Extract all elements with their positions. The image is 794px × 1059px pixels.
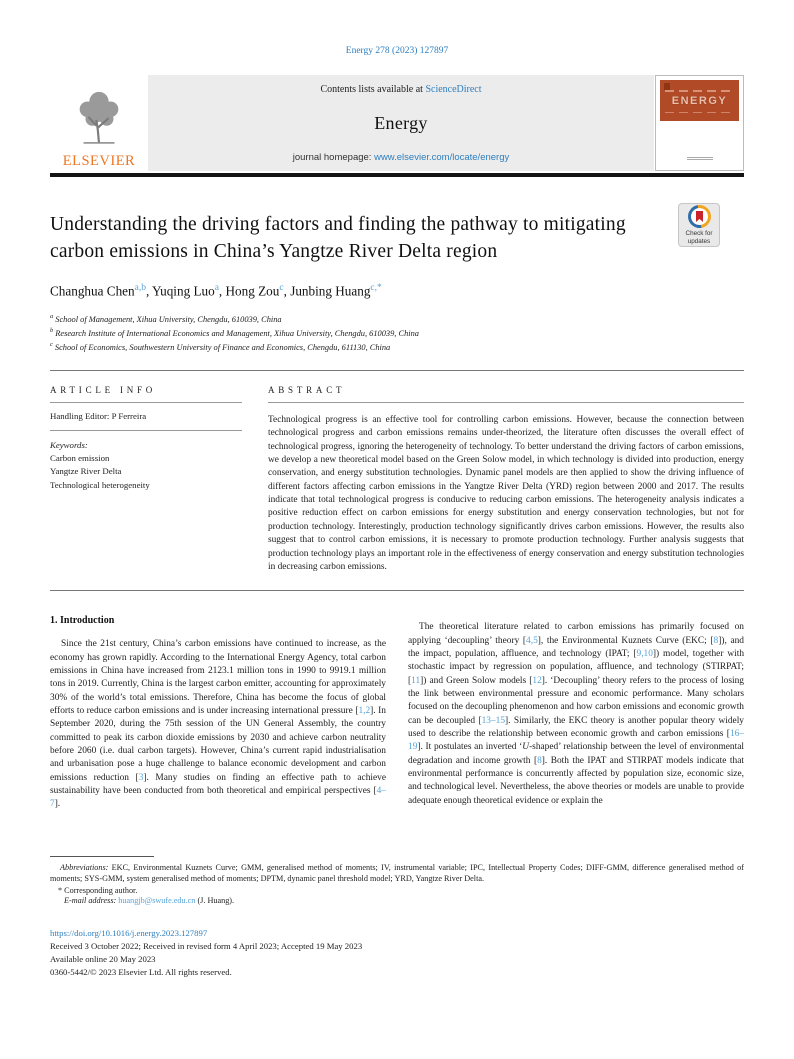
citation-ref[interactable]: 4–7 <box>50 786 386 810</box>
intro-heading: 1. Introduction <box>50 615 115 627</box>
citation-ref[interactable]: c <box>279 282 284 293</box>
keyword: Yangtze River Delta <box>50 466 122 477</box>
cover-emblem-icon <box>664 83 670 90</box>
journal-cover-thumbnail[interactable] <box>655 75 744 171</box>
journal-name: Energy <box>374 113 428 133</box>
citation-ref[interactable]: 16–19 <box>408 729 744 753</box>
body-column-right <box>408 615 744 811</box>
affiliation: $^b$ Research Institute of International Economics and Management, Xihua University, Chengdu, 610039, China <box>50 326 419 338</box>
article-info-column <box>50 385 242 574</box>
abstract-column <box>268 385 744 574</box>
citation-ref[interactable]: 11 <box>411 675 421 686</box>
citation-ref[interactable]: 4,5 <box>526 635 538 646</box>
citation-ref[interactable]: 3 <box>138 772 144 783</box>
abstract-bottom-divider <box>50 590 744 591</box>
page-title: Understanding the driving factors and finding the pathway to mitigating carbon emissions in China’s Yangtze River Delta region <box>50 214 626 263</box>
publication-details <box>50 927 744 979</box>
citation-ref[interactable]: 8 <box>713 635 719 646</box>
handling-editor: Handling Editor: P Ferreira <box>50 403 242 431</box>
citation-ref[interactable]: c,* <box>370 282 382 293</box>
bookmark-icon <box>696 211 703 222</box>
elsevier-tree-icon <box>70 87 128 152</box>
citation-ref[interactable]: 13–15 <box>481 715 506 726</box>
journal-homepage-link[interactable]: www.elsevier.com/locate/energy <box>374 152 510 163</box>
intro-paragraph: Since the 21st century, China’s carbon emissions have continued to increase, as the economy has grown rapidly. According to the International Energy Agency, total carbon emissions in China have increased from 2123.1 million tons in 1990 to 9919.1 million tons in 2019. Currently, China is the largest carbon emitter, accounting for approximately 30% of the world’s total emissions. Therefore, China has become the focus of global efforts to reduce carbon emissions and is under increasing international pressure [1,2]. In September 2020, during the 75th session of the UN General Assembly, the country committed to peak its carbon dioxide emissions by 2030 and achieve carbon neutrality before 2060 (i.e. dual carbon targets). However, China’s current rapid industrialisation and urbanisation pose a huge challenge to balance economic development and carbon emissions reduction [3]. Many studies on finding an effective path to achieve sustainability have been conducted from both theoretical and empirical perspectives [4–7]. <box>50 639 386 810</box>
keyword: Carbon emission <box>50 453 110 464</box>
elsevier-wordmark: ELSEVIER <box>62 153 136 169</box>
citation-ref[interactable]: 12 <box>532 675 542 686</box>
citation-ref[interactable]: huangjb@swufe.edu.cn <box>118 895 196 905</box>
footnote-abbreviations: Abbreviations: EKC, Environmental Kuznets Curve; GMM, generalised method of moments; IV, instrumental variable; IPC, Intellectual Property Codes; DIFF-GMM, difference generalised method of moments; SYS-GMM, system generalised method of moments; DPTM, dynamic panel threshold model; YRD, Yangtze River Delta. <box>50 863 744 884</box>
journal-banner <box>148 75 654 171</box>
affiliation: $^c$ School of Economics, Southwestern University of Finance and Economics, Chengdu, 611130, China <box>50 340 391 352</box>
cover-decoration <box>687 157 713 160</box>
citation-ref[interactable]: 8 <box>537 755 542 766</box>
corresponding-author-note: * Corresponding author. <box>58 885 138 895</box>
masthead-divider <box>50 173 744 177</box>
author-line: Changhua Chen$^{a,b}$, Yuqing Luo$^a$, Hong Zou$^c$, Junbing Huang$^{c,*}$ <box>50 282 382 298</box>
sciencedirect-link[interactable]: ScienceDirect <box>425 84 482 95</box>
masthead <box>50 75 744 171</box>
footnote-area <box>50 856 744 905</box>
issn-copyright: 0360-5442/© 2023 Elsevier Ltd. All rights reserved. <box>50 967 232 978</box>
cover-title: ENERGY <box>671 94 728 107</box>
cover-decoration <box>665 90 734 92</box>
abstract-text: Technological progress is an effective tool for controlling carbon emissions. However, because the connection between technological progress and carbon emissions remains under-theorized, the literature often discusses the overall effect of technological progress, ignoring the heterogeneity of technology. To better understand the driving factors of carbon emissions, we develop a new theoretical model based on the Green Solow model, in which technology is divided into production, energy conservation, and energy substitution technologies. Dynamic panel models are then applied to show the driving influence of different factors affecting carbon emissions in the Yangtze River Delta (YRD) region between 2000 and 2017. The results indicate that total technological progress is conducive to reducing carbon emissions. The heterogeneity analysis indicates a positive reduction effect on carbon emissions for energy substitution and energy conservation technologies, but not for production technology. Interestingly, production technology significantly drives carbon emissions. However, the results also suggest that to control carbon emissions, it is necessary to promote production technology. Further analysis suggests that production technology plays an important role in the effectiveness of energy conservation and energy substitution technologies in decreasing carbon emissions. <box>268 414 744 572</box>
elsevier-logo <box>50 75 148 171</box>
article-info-heading: ARTICLE INFO <box>50 385 242 403</box>
body-column-left <box>50 615 386 811</box>
email-note: E-mail address: huangjb@swufe.edu.cn (J. Huang). <box>64 895 235 905</box>
citation-ref[interactable]: 1,2 <box>358 705 371 716</box>
received-dates: Received 3 October 2022; Received in revised form 4 April 2023; Accepted 19 May 2023 <box>50 941 363 952</box>
affiliation: $^a$ School of Management, Xihua University, Chengdu, 610039, China <box>50 312 282 324</box>
available-online: Available online 20 May 2023 <box>50 954 156 965</box>
doi-link[interactable]: https://doi.org/10.1016/j.energy.2023.127897 <box>50 928 208 938</box>
keywords-label: Keywords: <box>50 439 88 450</box>
homepage-line: journal homepage: www.elsevier.com/locate/energy <box>292 152 510 163</box>
check-for-updates-icon <box>683 201 715 233</box>
check-for-updates-button[interactable] <box>678 203 720 247</box>
journal-citation: Energy 278 (2023) 127897 <box>345 46 449 56</box>
cover-lower-area <box>656 121 743 170</box>
keywords-block <box>50 431 242 492</box>
footnote-divider <box>50 856 154 857</box>
cover-decoration <box>665 112 734 114</box>
affiliations <box>50 312 744 354</box>
citation-ref[interactable]: a,b <box>134 282 146 293</box>
intro-paragraph: The theoretical literature related to carbon emissions has primarily focused on applying ‘decoupling’ theory [4,5], the Environmental Kuznets Curve (EKC; [8]), and the impact, population, affluence, and technology (IPAT; [9,10]) model, together with stochastic impact by regression on population, affluence, and technology (STIRPAT; [11]) and Green Solow models [12]. ‘Decoupling’ theory refers to the process of losing the link between environmental pressure and economic performance. Many scholars focused on the decoupling phenomenon and how carbon emissions and economic growth can be decoupled [13–15]. Similarly, the EKC theory is another popular theory widely used to describe the relationship between economic growth and carbon emissions [16–19]. It postulates an inverted ‘U-shaped’ relationship between the level of environmental degradation and income growth [8]. Both the IPAT and STIRPAT models indicate that environmental performance is concurrently affected by population size, economic size, and technological level. Nevertheless, the above theories or models are unable to provide adequate enough theoretical evidence or explain the <box>408 622 745 806</box>
citation-ref[interactable]: 9,10 <box>636 648 653 659</box>
journal-cover-band <box>660 80 739 121</box>
contents-line: Contents lists available at ScienceDirect <box>320 84 482 95</box>
check-for-updates-label: Check for updates <box>685 230 713 245</box>
citation-ref[interactable]: a <box>214 282 219 293</box>
keyword: Technological heterogeneity <box>50 479 150 490</box>
abstract-heading: ABSTRACT <box>268 385 744 403</box>
